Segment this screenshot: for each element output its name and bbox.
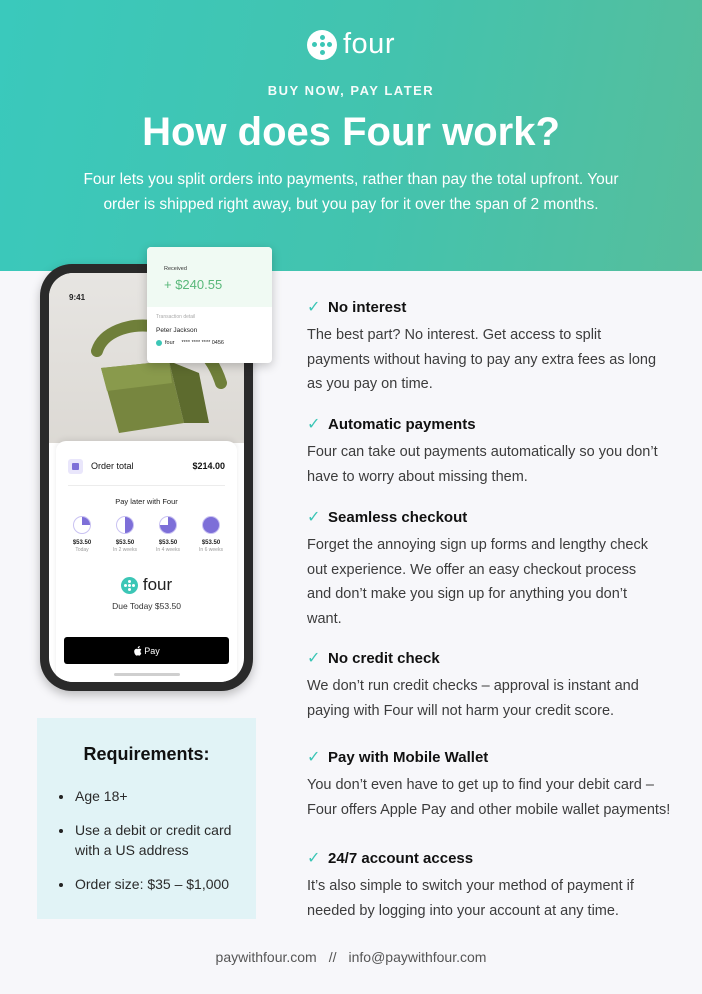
progress-pie-icon <box>202 516 220 534</box>
progress-pie-icon <box>73 516 91 534</box>
installment-date: In 4 weeks <box>156 547 180 553</box>
feature-title: Automatic payments <box>328 415 476 433</box>
feature-body: It’s also simple to switch your method of payment if needed by logging into your account at any time. <box>307 878 634 919</box>
installment-amount: $53.50 <box>115 540 135 546</box>
installment-item <box>148 516 188 553</box>
installment-item <box>62 516 102 553</box>
check-icon: ✓ <box>307 650 321 667</box>
order-total-row <box>68 455 225 477</box>
installment-item <box>191 516 231 553</box>
check-icon: ✓ <box>307 749 321 766</box>
brand-logo[interactable] <box>0 28 702 61</box>
feature-no-interest <box>307 297 679 397</box>
phone-brand-name: four <box>142 575 173 594</box>
apple-pay-label: Pay <box>144 645 160 656</box>
feature-body: We don’t run credit checks – approval is instant and paying with Four will not harm your credit score. <box>307 678 639 719</box>
installment-date: In 2 weeks <box>113 547 137 553</box>
transaction-card <box>147 247 272 363</box>
card-info <box>156 340 224 346</box>
footer <box>0 949 702 965</box>
check-icon: ✓ <box>307 509 321 526</box>
four-logo-icon <box>121 577 138 594</box>
apple-pay-button[interactable] <box>64 637 229 664</box>
transaction-detail-label: Transaction detail <box>156 314 196 320</box>
footer-separator: // <box>328 949 337 965</box>
website-link[interactable]: paywithfour.com <box>215 949 317 965</box>
plan-title: Pay later with Four <box>115 497 178 506</box>
home-indicator <box>114 673 180 676</box>
cart-icon <box>68 459 83 474</box>
installment-plan <box>62 516 231 553</box>
received-label: Received <box>164 266 187 272</box>
feature-title: Pay with Mobile Wallet <box>328 748 489 766</box>
feature-title: 24/7 account access <box>328 849 474 867</box>
customer-name: Peter Jackson <box>156 327 198 334</box>
divider <box>68 485 225 486</box>
installment-amount: $53.50 <box>72 540 92 546</box>
feature-automatic-payments <box>307 414 679 489</box>
received-amount: + $240.55 <box>164 277 223 292</box>
list-item: Order size: $35 – $1,000 <box>59 874 249 895</box>
feature-account-access <box>307 848 679 923</box>
order-total-value: $214.00 <box>192 461 225 471</box>
status-time: 9:41 <box>69 293 86 302</box>
order-total-label: Order total <box>91 461 134 471</box>
check-icon: ✓ <box>307 299 321 316</box>
feature-mobile-wallet <box>307 747 679 822</box>
check-icon: ✓ <box>307 850 321 867</box>
card-brand: four <box>165 340 175 346</box>
check-icon: ✓ <box>307 416 321 433</box>
installment-date: Today <box>75 547 89 553</box>
hero-banner <box>0 0 702 271</box>
requirements-title: Requirements: <box>83 744 210 764</box>
list-item: Age 18+ <box>59 786 249 807</box>
email-link[interactable]: info@paywithfour.com <box>348 949 487 965</box>
requirements-list <box>59 786 249 907</box>
feature-title: No interest <box>328 298 407 316</box>
four-logo-icon <box>307 30 337 60</box>
installment-item <box>105 516 145 553</box>
progress-pie-icon <box>159 516 177 534</box>
feature-body: Four can take out payments automatically so you don’t have to worry about missing them. <box>307 444 658 485</box>
feature-title: Seamless checkout <box>328 508 468 526</box>
card-number: **** **** **** 0456 <box>181 340 224 346</box>
feature-seamless-checkout <box>307 507 679 631</box>
installment-amount: $53.50 <box>158 540 178 546</box>
apple-icon <box>133 646 142 656</box>
feature-title: No credit check <box>328 649 440 667</box>
progress-pie-icon <box>116 516 134 534</box>
phone-brand-logo <box>56 575 237 595</box>
feature-body: The best part? No interest. Get access to split payments without having to pay any extra fees as long as you pay on time. <box>307 327 657 392</box>
due-today: Due Today $53.50 <box>112 601 181 611</box>
checkout-sheet <box>56 441 237 682</box>
feature-body: Forget the annoying sign up forms and lengthy check out experience. We offer an easy checkout process and don’t make you sign up for anything you don’t want. <box>307 537 648 627</box>
feature-no-credit-check <box>307 648 679 723</box>
eyebrow-text: BUY NOW, PAY LATER <box>267 83 435 98</box>
requirements-box <box>37 718 256 919</box>
brand-name: four <box>343 28 395 60</box>
installment-amount: $53.50 <box>201 540 221 546</box>
installment-date: In 6 weeks <box>199 547 223 553</box>
page-title: How does Four work? <box>142 110 560 154</box>
four-logo-icon <box>156 340 162 346</box>
intro-paragraph: Four lets you split orders into payments, rather than pay the total upfront. Your order is shipped right away, but you pay for it over the span of 2 months. <box>83 171 619 213</box>
list-item: Use a debit or credit card with a US address <box>59 820 249 861</box>
feature-body: You don’t even have to get up to find your debit card – Four offers Apple Pay and other mobile wallet payments! <box>307 777 671 818</box>
